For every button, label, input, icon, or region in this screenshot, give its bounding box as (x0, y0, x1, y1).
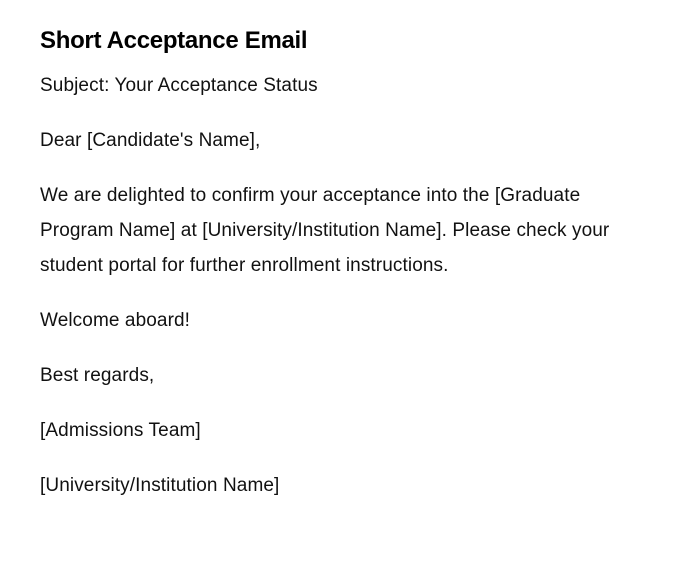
email-body: We are delighted to confirm your acceptance into the [Graduate Program Name] at [University/Institution Name]. Please check your student portal for further enrollment instructions. (40, 185, 610, 276)
email-subject: Subject: Your Acceptance Status (40, 75, 318, 96)
email-sender: [Admissions Team] (40, 420, 201, 441)
email-institution: [University/Institution Name] (40, 475, 280, 496)
email-closing-line: Welcome aboard! (40, 310, 191, 331)
email-greeting: Dear [Candidate's Name], (40, 130, 261, 151)
document-title: Short Acceptance Email (40, 27, 308, 54)
email-sign-off: Best regards, (40, 365, 155, 386)
